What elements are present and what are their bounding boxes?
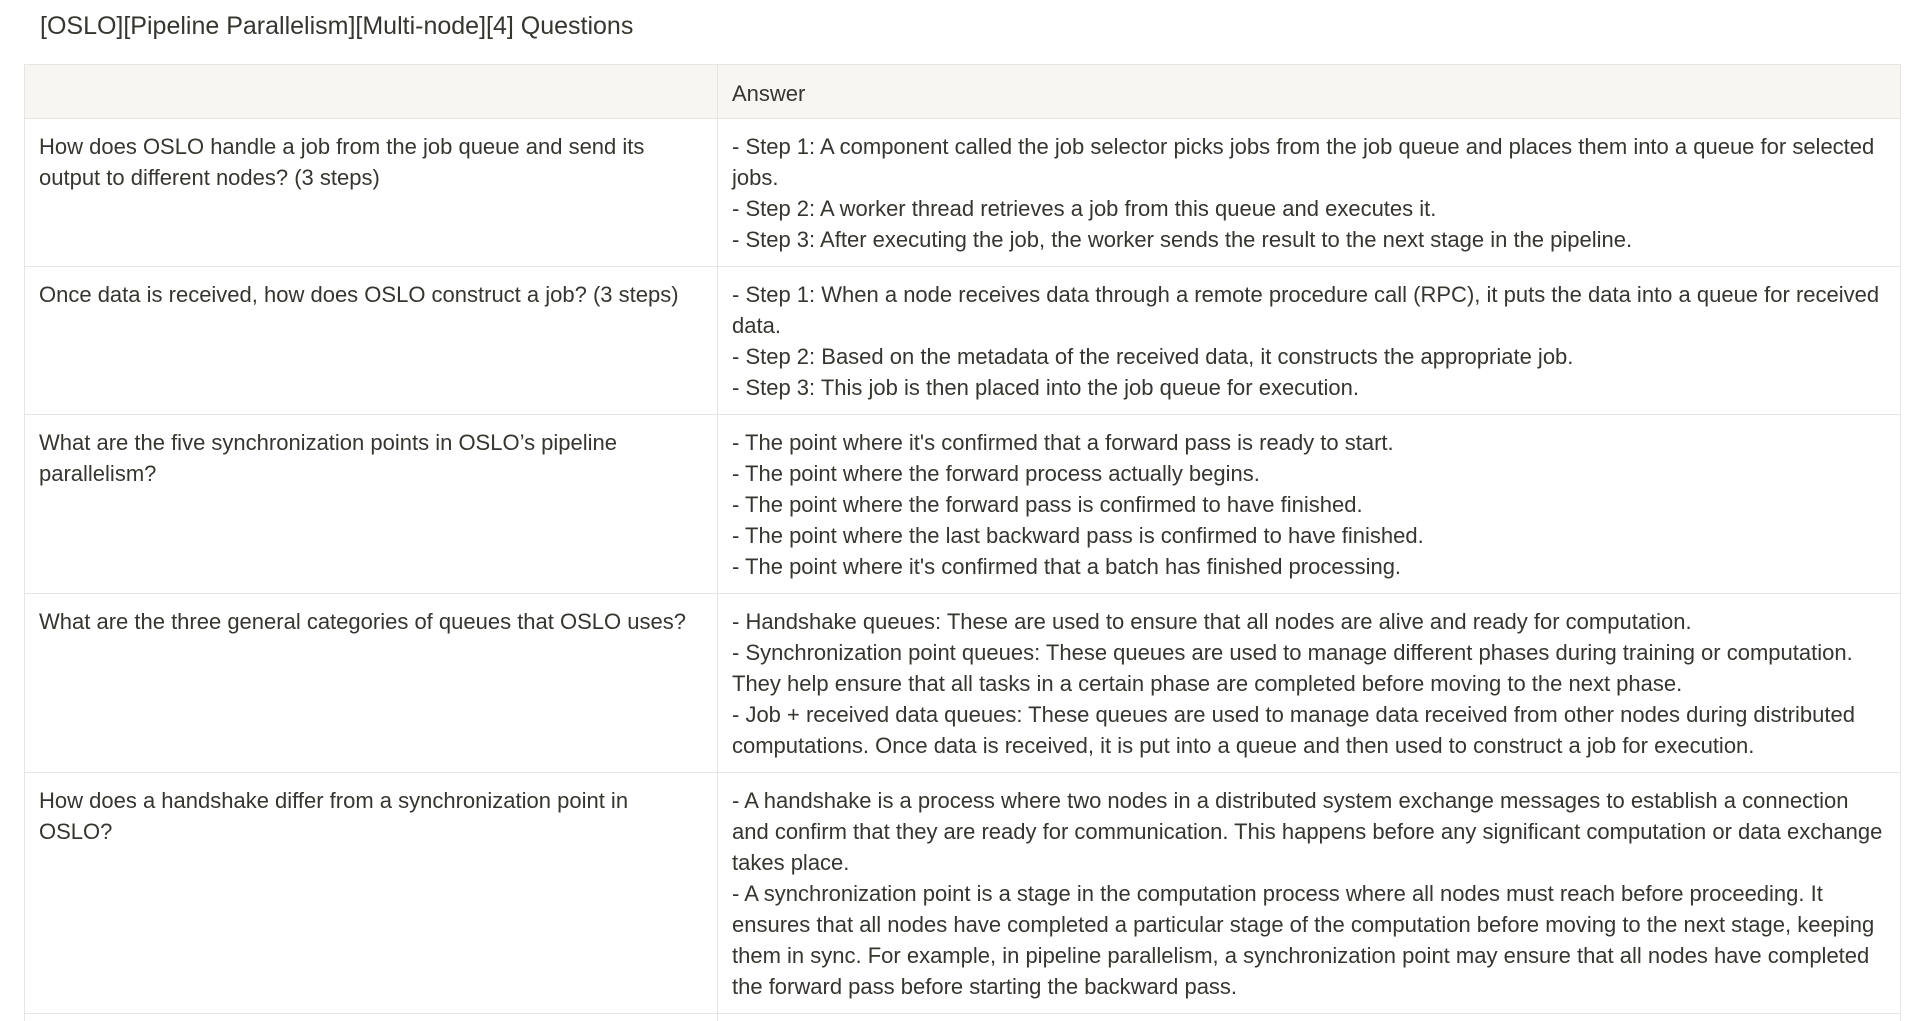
answer-line: - The point where the forward pass is confirmed to have finished. bbox=[732, 492, 1363, 517]
answer-cell[interactable] bbox=[718, 773, 1901, 1014]
table-row bbox=[25, 415, 1901, 594]
page-title: [OSLO][Pipeline Parallelism][Multi-node][4] Questions bbox=[40, 12, 634, 40]
table-body bbox=[25, 119, 1901, 1021]
table-row bbox=[25, 119, 1901, 267]
column-header-question[interactable] bbox=[25, 65, 718, 119]
table-row bbox=[25, 773, 1901, 1014]
answer-line: - Step 1: When a node receives data through a remote procedure call (RPC), it puts the data into a queue for received data. bbox=[732, 282, 1880, 338]
answer-line: - Step 3: This job is then placed into the job queue for execution. bbox=[732, 375, 1359, 400]
question-cell[interactable]: How does a handshake differ from a synchronization point in OSLO? bbox=[25, 773, 718, 1014]
answer-line: - Job + received data queues: These queues are used to manage data received from other nodes during distributed computations. Once data is received, it is put into a queue and then used to construct a job for execution. bbox=[732, 702, 1855, 758]
answer-cell[interactable] bbox=[718, 1014, 1901, 1021]
answer-line: - A synchronization point is a stage in the computation process where all nodes must reach before proceeding. It ensures that all nodes have completed a particular stage of the computation before moving to the next stage, keeping them in sync. For example, in pipeline parallelism, a synchronization point may ensure that all nodes have completed the forward pass before starting the backward pass. bbox=[732, 881, 1875, 999]
answer-line: - The point where it's confirmed that a forward pass is ready to start. bbox=[732, 430, 1394, 455]
question-cell[interactable]: What are the five synchronization points in OSLO’s pipeline parallelism? bbox=[25, 415, 718, 594]
table-row bbox=[25, 267, 1901, 415]
questions-table-container bbox=[24, 64, 1900, 1021]
answer-cell[interactable] bbox=[718, 267, 1901, 415]
answer-line: - Step 2: A worker thread retrieves a job from this queue and executes it. bbox=[732, 196, 1437, 221]
answer-line: - The point where the forward process actually begins. bbox=[732, 461, 1260, 486]
answer-cell[interactable] bbox=[718, 594, 1901, 773]
answer-cell[interactable] bbox=[718, 119, 1901, 267]
table-header-row bbox=[25, 65, 1901, 119]
answer-line: - The point where it's confirmed that a batch has finished processing. bbox=[732, 554, 1402, 579]
answer-cell[interactable] bbox=[718, 415, 1901, 594]
question-cell[interactable]: How does OSLO handle a job from the job queue and send its output to different nodes? (3 steps) bbox=[25, 119, 718, 267]
questions-table bbox=[24, 64, 1901, 1021]
question-cell[interactable]: Once data is received, how does OSLO construct a job? (3 steps) bbox=[25, 267, 718, 415]
answer-line: - The point where the last backward pass is confirmed to have finished. bbox=[732, 523, 1424, 548]
table-row bbox=[25, 594, 1901, 773]
answer-line: - Step 1: A component called the job selector picks jobs from the job queue and places them into a queue for selected jobs. bbox=[732, 134, 1875, 190]
column-header-answer[interactable]: Answer bbox=[718, 65, 1901, 119]
answer-line: - Synchronization point queues: These queues are used to manage different phases during training or computation. They help ensure that all tasks in a certain phase are completed before moving to the next phase. bbox=[732, 640, 1853, 696]
question-cell[interactable] bbox=[25, 1014, 718, 1021]
answer-line: - Step 3: After executing the job, the worker sends the result to the next stage in the pipeline. bbox=[732, 227, 1633, 252]
table-row bbox=[25, 1014, 1901, 1021]
question-cell[interactable]: What are the three general categories of queues that OSLO uses? bbox=[25, 594, 718, 773]
answer-line: - A handshake is a process where two nodes in a distributed system exchange messages to establish a connection and confirm that they are ready for communication. This happens before any significant computation or data exchange takes place. bbox=[732, 788, 1883, 875]
answer-line: - Handshake queues: These are used to ensure that all nodes are alive and ready for computation. bbox=[732, 609, 1692, 634]
answer-line: - Step 2: Based on the metadata of the received data, it constructs the appropriate job. bbox=[732, 344, 1574, 369]
